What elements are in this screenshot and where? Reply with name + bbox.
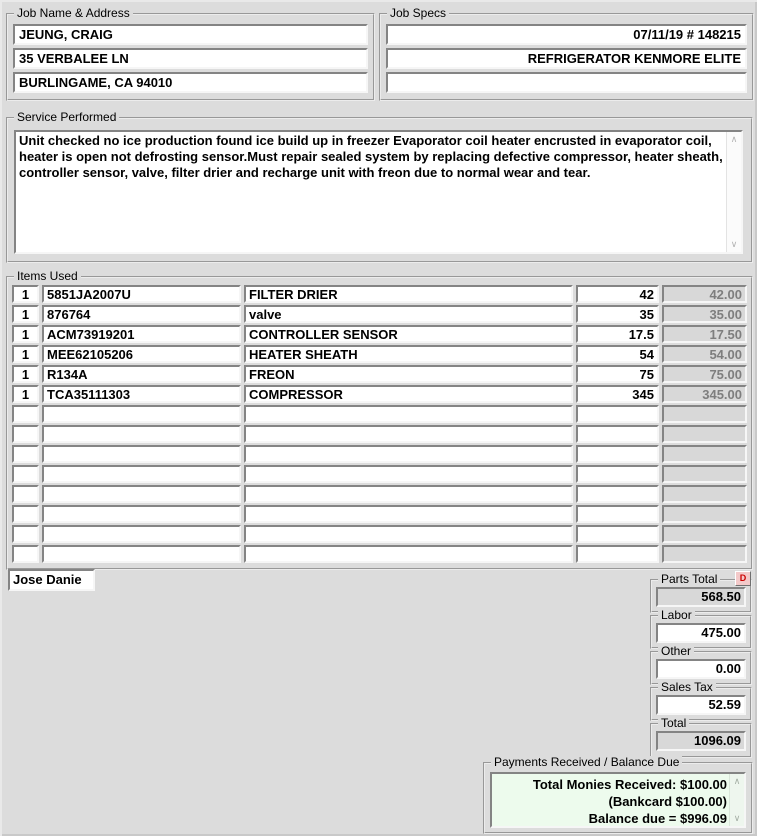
item-price-cell[interactable]	[576, 545, 659, 563]
items-grid	[12, 285, 747, 563]
item-row	[12, 505, 747, 523]
job-name-address-legend: Job Name & Address	[14, 7, 133, 20]
job-specs-extra-field[interactable]	[386, 72, 747, 93]
item-total-cell: 42.00	[662, 285, 747, 303]
item-desc-cell[interactable]	[244, 425, 573, 443]
item-qty-cell[interactable]: 1	[12, 365, 39, 383]
item-row	[12, 405, 747, 423]
item-row	[12, 285, 747, 303]
item-qty-cell[interactable]	[12, 465, 39, 483]
item-part-cell[interactable]: 5851JA2007U	[42, 285, 241, 303]
item-desc-cell[interactable]	[244, 505, 573, 523]
item-total-cell	[662, 445, 747, 463]
item-desc-cell[interactable]	[244, 465, 573, 483]
payments-scrollbar[interactable]	[729, 774, 744, 826]
appliance-field[interactable]: REFRIGERATOR KENMORE ELITE	[386, 48, 747, 69]
item-row	[12, 345, 747, 363]
item-part-cell[interactable]	[42, 405, 241, 423]
item-price-cell[interactable]	[576, 425, 659, 443]
items-used-legend: Items Used	[14, 270, 81, 283]
item-qty-cell[interactable]	[12, 525, 39, 543]
item-desc-cell[interactable]: HEATER SHEATH	[244, 345, 573, 363]
item-desc-cell[interactable]: CONTROLLER SENSOR	[244, 325, 573, 343]
item-total-cell	[662, 405, 747, 423]
scroll-up-icon[interactable]: ∧	[733, 776, 741, 786]
item-qty-cell[interactable]	[12, 545, 39, 563]
item-desc-cell[interactable]: FILTER DRIER	[244, 285, 573, 303]
item-qty-cell[interactable]	[12, 405, 39, 423]
payments-box[interactable]	[490, 772, 746, 828]
payment-line: Balance due = $996.09	[588, 811, 727, 826]
item-price-cell[interactable]	[576, 465, 659, 483]
item-part-cell[interactable]	[42, 545, 241, 563]
item-total-cell: 75.00	[662, 365, 747, 383]
payments-group	[483, 755, 753, 834]
sales-tax-legend: Sales Tax	[658, 681, 716, 694]
job-specs-legend: Job Specs	[387, 7, 449, 20]
item-price-cell[interactable]	[576, 485, 659, 503]
item-part-cell[interactable]: ACM73919201	[42, 325, 241, 343]
item-part-cell[interactable]: TCA35111303	[42, 385, 241, 403]
service-scrollbar[interactable]	[726, 132, 741, 252]
item-total-cell: 54.00	[662, 345, 747, 363]
total-group	[650, 716, 752, 758]
item-desc-cell[interactable]: COMPRESSOR	[244, 385, 573, 403]
other-legend: Other	[658, 645, 694, 658]
item-row	[12, 545, 747, 563]
item-part-cell[interactable]: MEE62105206	[42, 345, 241, 363]
item-total-cell	[662, 425, 747, 443]
item-qty-cell[interactable]: 1	[12, 385, 39, 403]
customer-name-field[interactable]: JEUNG, CRAIG	[13, 24, 368, 45]
item-qty-cell[interactable]	[12, 485, 39, 503]
item-price-cell[interactable]: 54	[576, 345, 659, 363]
item-desc-cell[interactable]	[244, 445, 573, 463]
sales-tax-value-field[interactable]: 52.59	[656, 695, 746, 715]
item-row	[12, 465, 747, 483]
item-desc-cell[interactable]: valve	[244, 305, 573, 323]
service-performed-legend: Service Performed	[14, 111, 119, 124]
labor-legend: Labor	[658, 609, 695, 622]
item-total-cell	[662, 485, 747, 503]
other-value-field[interactable]: 0.00	[656, 659, 746, 679]
item-price-cell[interactable]	[576, 525, 659, 543]
payments-legend: Payments Received / Balance Due	[491, 756, 682, 769]
payments-text	[533, 776, 727, 827]
payment-line: (Bankcard $100.00)	[608, 794, 727, 809]
item-price-cell[interactable]: 42	[576, 285, 659, 303]
customer-street-field[interactable]: 35 VERBALEE LN	[13, 48, 368, 69]
parts-total-legend: Parts Total	[658, 573, 720, 586]
parts-total-value: 568.50	[656, 587, 746, 607]
item-row	[12, 365, 747, 383]
item-row	[12, 485, 747, 503]
job-specs-group	[379, 6, 754, 101]
item-qty-cell[interactable]	[12, 505, 39, 523]
item-part-cell[interactable]	[42, 485, 241, 503]
item-desc-cell[interactable]	[244, 525, 573, 543]
item-total-cell: 35.00	[662, 305, 747, 323]
item-desc-cell[interactable]	[244, 545, 573, 563]
item-row	[12, 525, 747, 543]
item-total-cell	[662, 465, 747, 483]
item-row	[12, 325, 747, 343]
item-price-cell[interactable]	[576, 505, 659, 523]
item-price-cell[interactable]: 75	[576, 365, 659, 383]
item-qty-cell[interactable]: 1	[12, 325, 39, 343]
technician-name-field[interactable]: Jose Danie	[8, 569, 95, 591]
scroll-up-icon[interactable]: ∧	[730, 134, 738, 144]
item-part-cell[interactable]: R134A	[42, 365, 241, 383]
item-part-cell[interactable]	[42, 425, 241, 443]
item-part-cell[interactable]	[42, 525, 241, 543]
item-qty-cell[interactable]	[12, 425, 39, 443]
customer-city-field[interactable]: BURLINGAME, CA 94010	[13, 72, 368, 93]
service-performed-textarea[interactable]	[14, 130, 743, 254]
item-part-cell[interactable]: 876764	[42, 305, 241, 323]
service-performed-group	[6, 110, 753, 263]
items-used-group	[6, 269, 753, 570]
item-row	[12, 425, 747, 443]
item-price-cell[interactable]: 17.5	[576, 325, 659, 343]
item-price-cell[interactable]: 35	[576, 305, 659, 323]
scroll-down-icon[interactable]: ∨	[733, 813, 741, 823]
labor-value-field[interactable]: 475.00	[656, 623, 746, 643]
item-part-cell[interactable]	[42, 505, 241, 523]
item-row	[12, 385, 747, 403]
job-date-invoice-field[interactable]: 07/11/19 # 148215	[386, 24, 747, 45]
item-price-cell[interactable]	[576, 405, 659, 423]
job-name-address-group	[6, 6, 375, 101]
item-qty-cell[interactable]: 1	[12, 305, 39, 323]
item-desc-cell[interactable]	[244, 485, 573, 503]
item-desc-cell[interactable]: FREON	[244, 365, 573, 383]
item-total-cell: 345.00	[662, 385, 747, 403]
item-qty-cell[interactable]: 1	[12, 285, 39, 303]
item-qty-cell[interactable]: 1	[12, 345, 39, 363]
service-performed-text: Unit checked no ice production found ice build up in freezer Evaporator coil heater encrusted in evaporator coil, heater is open not defrosting sensor.Must repair sealed system by replacing defective compressor, heater sheath, controller sensor, valve, filter drier and recharge unit with freon due to normal wear and tear.	[19, 133, 723, 180]
item-price-cell[interactable]: 345	[576, 385, 659, 403]
item-total-cell	[662, 505, 747, 523]
item-desc-cell[interactable]	[244, 405, 573, 423]
payment-line: Total Monies Received: $100.00	[532, 777, 727, 792]
item-price-cell[interactable]	[576, 445, 659, 463]
item-total-cell	[662, 525, 747, 543]
item-total-cell: 17.50	[662, 325, 747, 343]
item-row	[12, 445, 747, 463]
total-value: 1096.09	[656, 731, 746, 751]
d-button[interactable]: D	[735, 571, 751, 586]
scroll-down-icon[interactable]: ∨	[730, 239, 738, 249]
item-qty-cell[interactable]	[12, 445, 39, 463]
total-legend: Total	[658, 717, 689, 730]
item-total-cell	[662, 545, 747, 563]
item-part-cell[interactable]	[42, 445, 241, 463]
item-row	[12, 305, 747, 323]
item-part-cell[interactable]	[42, 465, 241, 483]
